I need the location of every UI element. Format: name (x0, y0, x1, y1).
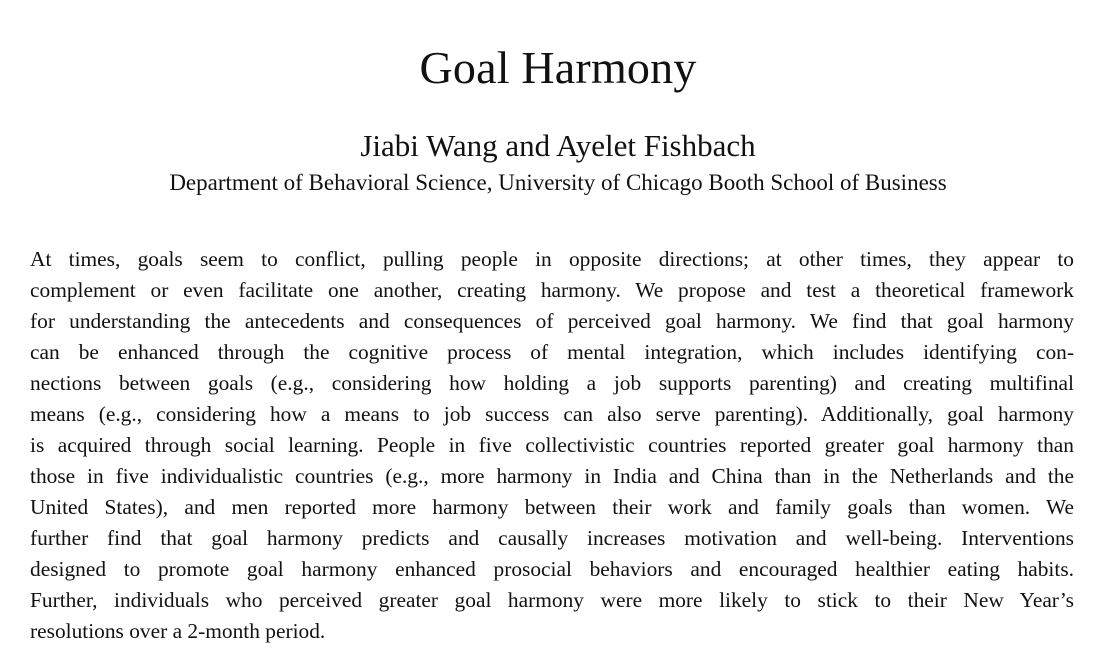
abstract-line: nections between goals (e.g., considering how holding a job supports parenting) and creating multifinal (30, 371, 1074, 395)
paper-title: Goal Harmony (419, 42, 697, 93)
abstract-line: complement or even facilitate one another, creating harmony. We propose and test a theoretical framework (30, 278, 1074, 302)
abstract-line: further find that goal harmony predicts and causally increases motivation and well-being. Interventions (30, 526, 1074, 550)
abstract-line: Further, individuals who perceived greater goal harmony were more likely to stick to their New Year’s (30, 588, 1074, 612)
abstract-line: resolutions over a 2-month period. (30, 619, 326, 643)
abstract-line: is acquired through social learning. People in five collectivistic countries reported greater goal harmony than (30, 433, 1074, 457)
abstract-line: can be enhanced through the cognitive process of mental integration, which includes identifying con- (30, 340, 1074, 364)
abstract-line: United States), and men reported more harmony between their work and family goals than women. We (30, 495, 1074, 519)
abstract-line: designed to promote goal harmony enhanced prosocial behaviors and encouraged healthier eating habits. (30, 557, 1074, 581)
abstract (30, 244, 1074, 647)
abstract-line: for understanding the antecedents and consequences of perceived goal harmony. We find that goal harmony (30, 309, 1074, 333)
abstract-line: At times, goals seem to conflict, pulling people in opposite directions; at other times, they appear to (30, 247, 1074, 271)
paper-affiliation: Department of Behavioral Science, University of Chicago Booth School of Business (169, 170, 947, 195)
abstract-line: those in five individualistic countries (e.g., more harmony in India and China than in the Netherlands and the (30, 464, 1074, 488)
abstract-line: means (e.g., considering how a means to job success can also serve parenting). Additionally, goal harmony (30, 402, 1074, 426)
paper-authors: Jiabi Wang and Ayelet Fishbach (360, 128, 756, 163)
